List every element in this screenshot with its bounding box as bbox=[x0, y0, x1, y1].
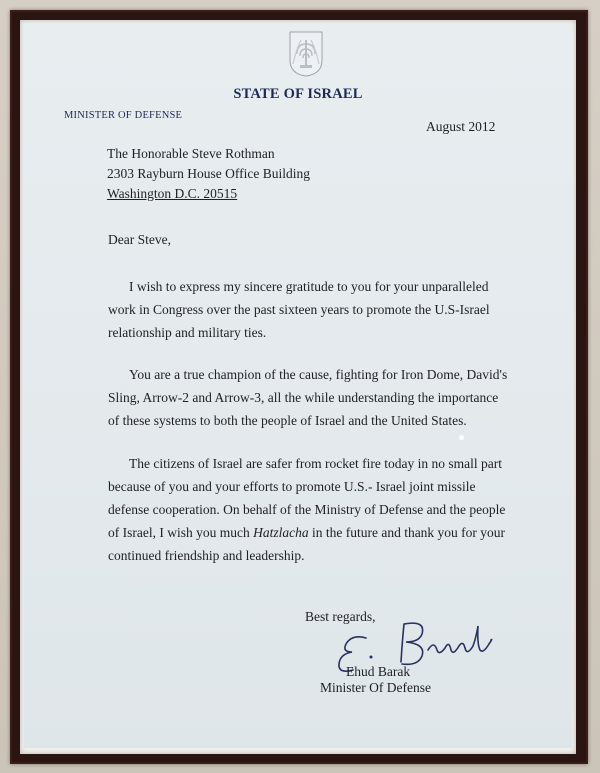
signer-title: Minister Of Defense bbox=[320, 680, 431, 695]
letterhead-country: STATE OF ISRAEL bbox=[233, 86, 363, 102]
recipient-city: Washington D.C. 20515 bbox=[107, 186, 238, 201]
light-glare bbox=[459, 435, 464, 440]
signer-name: Ehud Barak bbox=[346, 664, 411, 679]
paragraph-3-line-4-end: in the future and thank you for your bbox=[308, 525, 506, 540]
paragraph-2-line-3: of these systems to both the people of Israel and the United States. bbox=[108, 413, 467, 428]
letterhead-ministry: MINISTER OF DEFENSE bbox=[64, 110, 183, 121]
signature-icon bbox=[314, 612, 514, 684]
recipient-street: 2303 Rayburn House Office Building bbox=[107, 166, 310, 181]
israel-emblem-icon bbox=[286, 30, 326, 78]
paragraph-3-line-4-start: of Israel, I wish you much bbox=[108, 525, 254, 540]
paragraph-3-line-2: because of you and your efforts to promote U.S.- Israel joint missile bbox=[108, 479, 476, 494]
letter-date: August 2012 bbox=[426, 119, 496, 134]
letter-page bbox=[24, 24, 572, 748]
paragraph-3-line-1: The citizens of Israel are safer from rocket fire today in no small part bbox=[129, 456, 502, 471]
paragraph-3-line-3: defense cooperation. On behalf of the Ministry of Defense and the people bbox=[108, 502, 506, 517]
paragraph-3-line-5: continued friendship and leadership. bbox=[108, 548, 305, 563]
closing: Best regards, bbox=[305, 609, 376, 624]
paragraph-2-line-1: You are a true champion of the cause, fighting for Iron Dome, David's bbox=[129, 367, 508, 382]
hatzlacha-word: Hatzlacha bbox=[253, 525, 309, 540]
paragraph-1-line-3: relationship and military ties. bbox=[108, 325, 267, 340]
paragraph-3-line-4 bbox=[108, 525, 505, 541]
salutation: Dear Steve, bbox=[108, 232, 171, 247]
paragraph-2-line-2: Sling, Arrow-2 and Arrow-3, all the while understanding the importance bbox=[108, 390, 499, 405]
paragraph-1-line-1: I wish to express my sincere gratitude to you for your unparalleled bbox=[129, 279, 489, 294]
recipient-name: The Honorable Steve Rothman bbox=[107, 146, 275, 161]
paragraph-1-line-2: work in Congress over the past sixteen years to promote the U.S-Israel bbox=[108, 302, 490, 317]
